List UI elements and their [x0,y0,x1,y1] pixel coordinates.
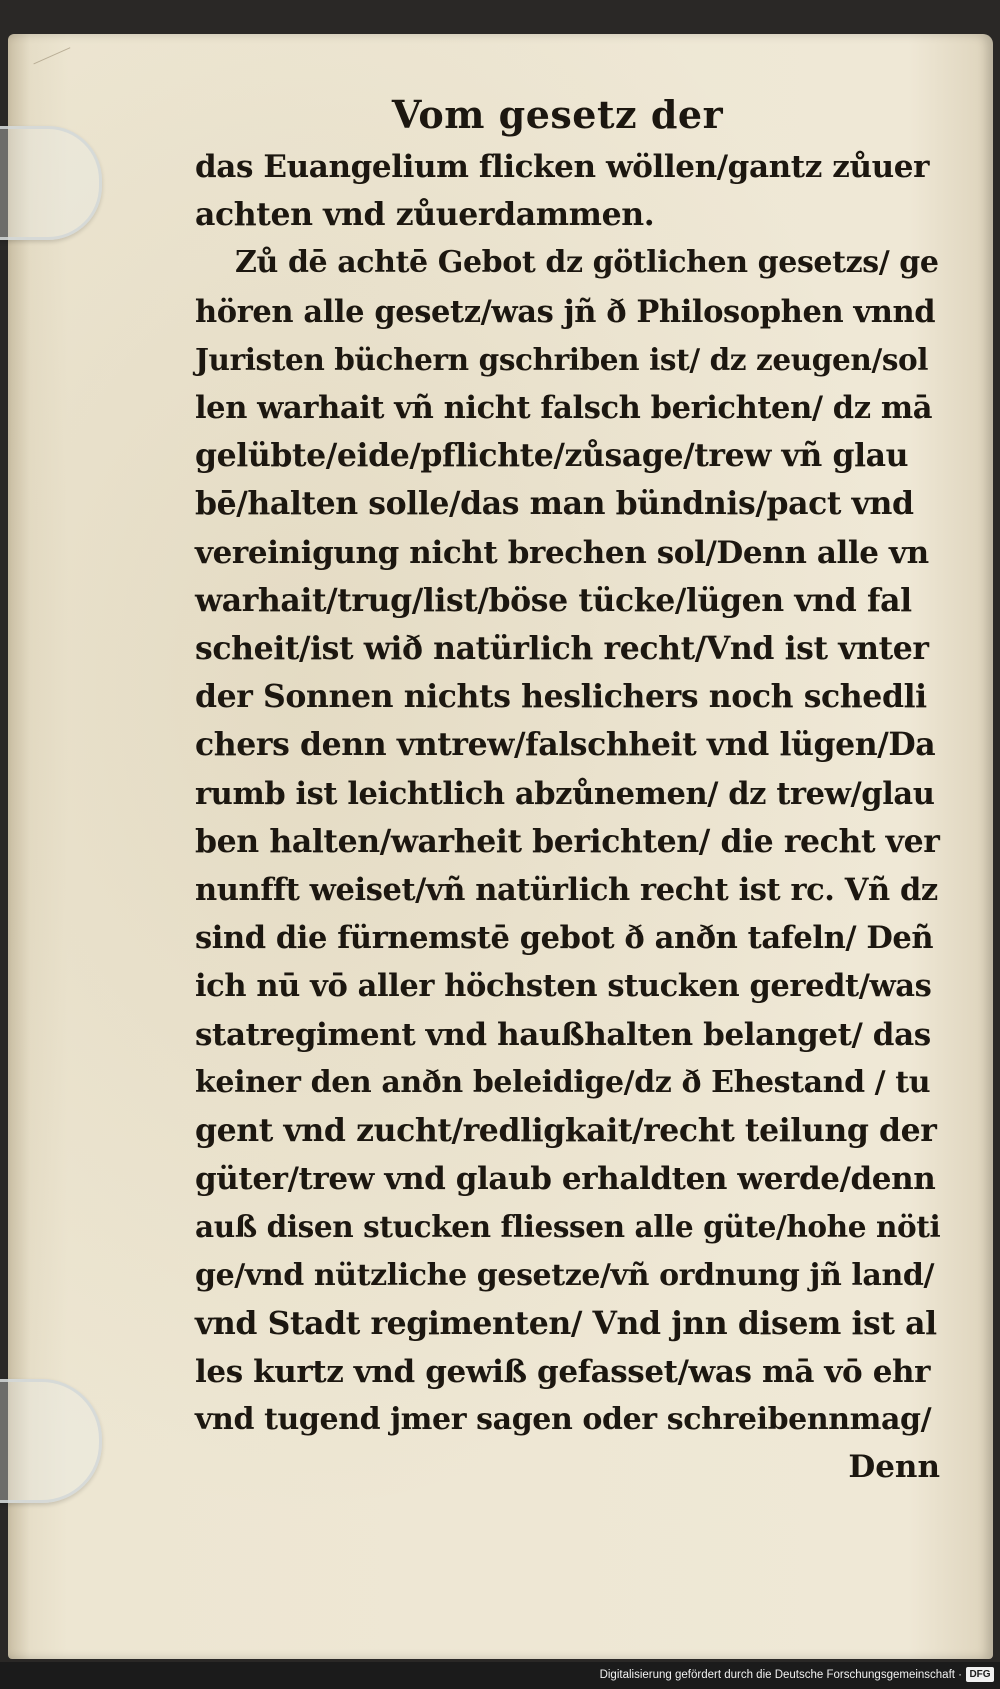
text-line: gent vnd zucht/redligkait/recht teilung der [195,1112,937,1150]
digitization-footer [0,1662,1000,1689]
text-line: das Euangelium flicken wöllen/gantz zůuer [195,149,930,185]
text-line: vnd Stadt regimenten/ Vnd jnn disem ist al [195,1304,937,1342]
text-line: rumb ist leichtlich abzůnemen/ dz trew/glau [195,775,935,812]
text-line: vnd tugend jmer sagen oder schreibennmag/ [195,1402,932,1438]
text-line: les kurtz vnd gewiß gefasset/was mā vō ehr [195,1354,931,1391]
text-line: nunfft weiset/vñ natürlich recht ist rc. Vñ dz [195,872,938,909]
text-line: Juristen büchern gschriben ist/ dz zeugen/sol [195,341,929,377]
text-line: Zů dē achtē Gebot dz götlichen gesetzs/ ge [235,245,939,281]
text-line: ich nū vō aller höchsten stucken geredt/was [195,968,932,1005]
text-line: vereinigung nicht brechen sol/Denn alle vn [195,534,929,571]
text-line: statregiment vnd haußhalten belanget/ das [195,1016,931,1053]
text-line: keiner den anðn beleidige/dz ð Ehestand / tu [195,1064,931,1100]
text-line: sind die fürnemstē gebot ð anðn tafeln/ Deñ [195,920,934,957]
catchword: Denn [848,1449,940,1486]
text-line: der Sonnen nichts heslichers noch schedli [195,678,927,716]
text-line: bē/halten solle/das man bündnis/pact vnd [195,485,914,523]
page-corner-mark [33,47,82,92]
page-text [195,92,940,1490]
text-line: hören alle gesetz/was jñ ð Philosophen vnnd [195,293,936,330]
text-line: güter/trew vnd glaub erhaldten werde/denn [195,1161,936,1198]
text-line: gelübte/eide/pflichte/zůsage/trew vñ glau [195,437,909,475]
book-clip-bottom [0,1379,102,1503]
text-line: ge/vnd nützliche gesetze/vñ ordnung jñ land/ [195,1257,935,1293]
text-line: len warhait vñ nicht falsch berichten/ dz mā [195,390,933,427]
text-line: ben halten/warheit berichten/ die recht ver [195,822,940,860]
book-clip-top [0,126,102,240]
text-line: auß disen stucken fliessen alle güte/hohe nöti [195,1209,941,1245]
dfg-logo: DFG [966,1667,994,1682]
text-line: scheit/ist wið natürlich recht/Vnd ist vnter [195,630,929,668]
running-head: Vom gesetz der [391,92,724,137]
text-line: warhait/trug/list/böse tücke/lügen vnd fal [195,581,912,619]
text-line: achten vnd zůuerdammen. [195,196,655,234]
footer-credit: Digitalisierung gefördert durch die Deutsche Forschungsgemeinschaft · [599,1669,962,1681]
text-line: chers denn vntrew/falschheit vnd lügen/Da [195,726,936,764]
